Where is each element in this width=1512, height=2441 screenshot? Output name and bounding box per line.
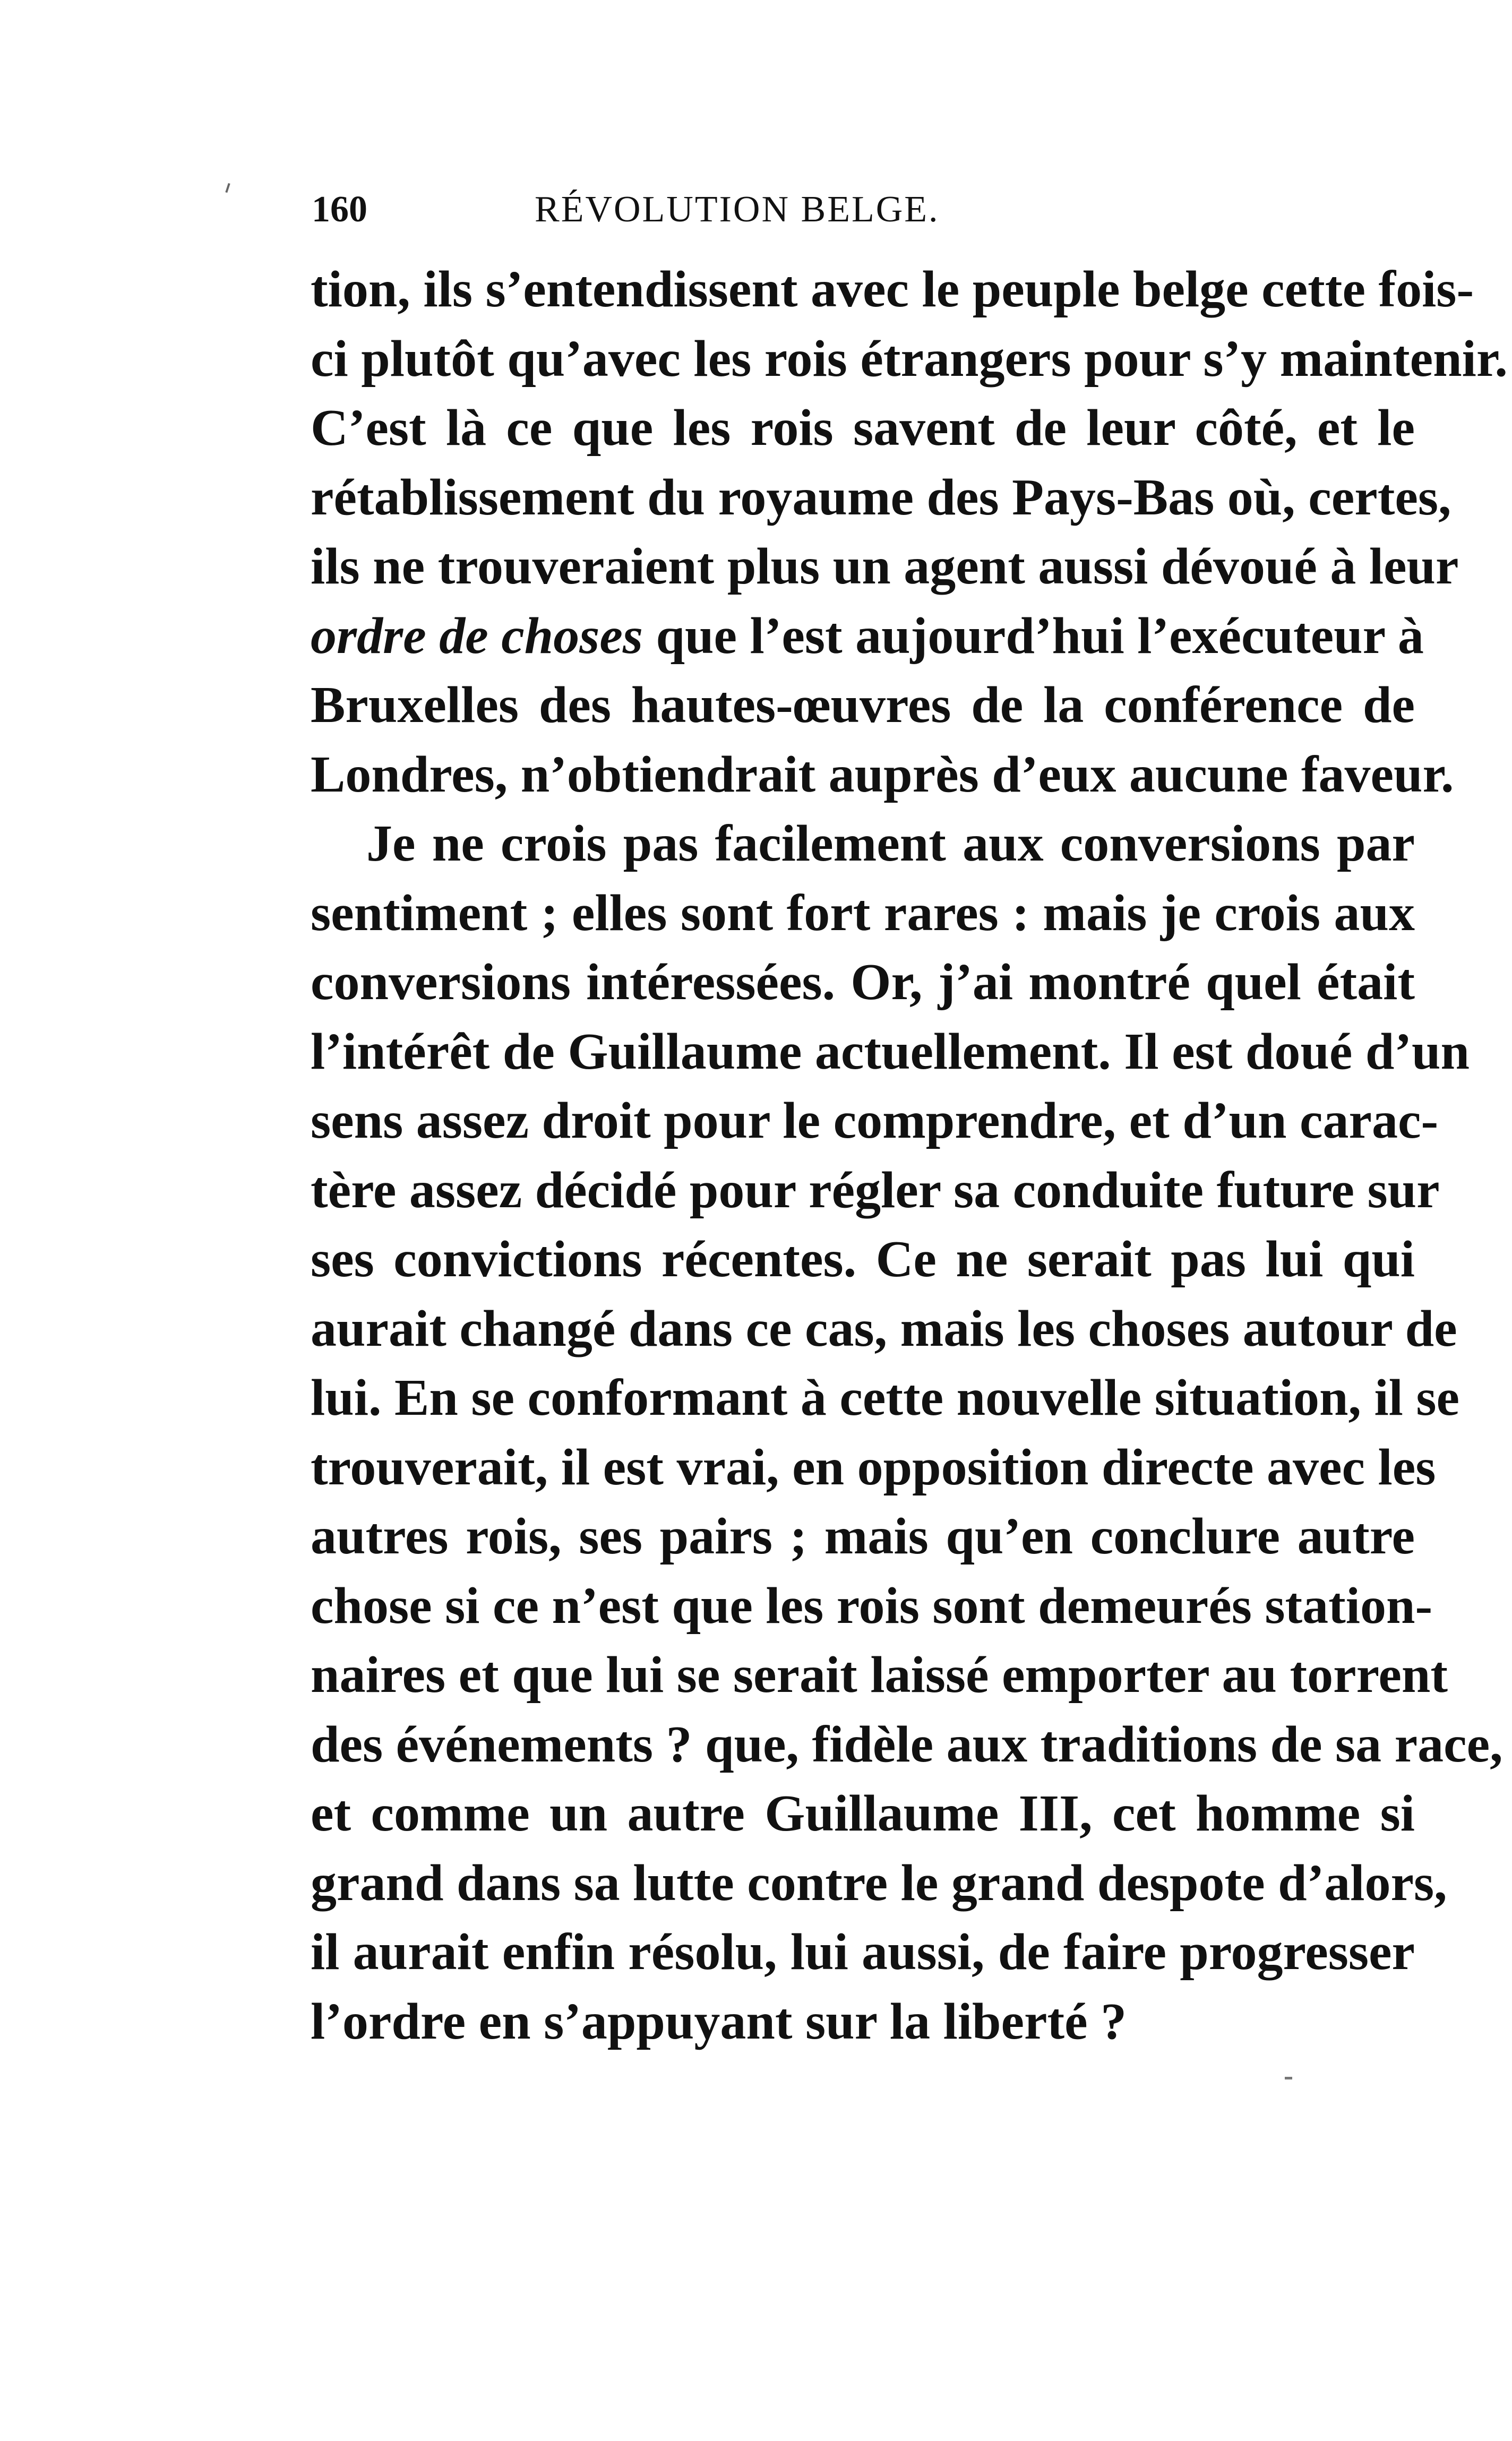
text-line: rétablissement du royaume des Pays-Bas où, certes, bbox=[311, 468, 1451, 526]
text-line: tère assez décidé pour régler sa conduite future sur bbox=[311, 1161, 1440, 1219]
running-title: RÉVOLUTION BELGE. bbox=[535, 189, 940, 230]
print-speck bbox=[1285, 2077, 1292, 2079]
running-header bbox=[312, 181, 1097, 239]
text-line: aurait changé dans ce cas, mais les choses autour de bbox=[311, 1300, 1457, 1357]
text-line: ci plutôt qu’avec les rois étrangers pour s’y maintenir. bbox=[311, 330, 1508, 388]
text-line: Bruxelles des hautes-œuvres de la conférence de bbox=[311, 676, 1415, 734]
text-line: conversions intéressées. Or, j’ai montré quel était bbox=[311, 953, 1415, 1011]
text-segment: que l’est aujourd’hui l’exécuteur à bbox=[643, 607, 1424, 665]
text-line: il aurait enfin résolu, lui aussi, de faire progresser bbox=[311, 1923, 1415, 1981]
page-number: 160 bbox=[312, 189, 367, 230]
emphasized-phrase: ordre de choses bbox=[311, 607, 643, 665]
text-line: ses convictions récentes. Ce ne serait pas lui qui bbox=[311, 1231, 1415, 1288]
text-line: autres rois, ses pairs ; mais qu’en conclure autre bbox=[311, 1508, 1415, 1565]
margin-mark bbox=[225, 183, 230, 193]
text-line: trouverait, il est vrai, en opposition directe avec les bbox=[311, 1438, 1436, 1496]
text-line: tion, ils s’entendissent avec le peuple belge cette fois- bbox=[311, 261, 1474, 318]
text-line: et comme un autre Guillaume III, cet homme si bbox=[311, 1785, 1415, 1842]
text-line: lui. En se conformant à cette nouvelle situation, il se bbox=[311, 1369, 1460, 1426]
text-line: chose si ce n’est que les rois sont demeurés station- bbox=[311, 1577, 1433, 1635]
text-line: des événements ? que, fidèle aux traditions de sa race, bbox=[311, 1715, 1503, 1773]
text-line: naires et que lui se serait laissé emporter au torrent bbox=[311, 1646, 1448, 1704]
text-line: ils ne trouveraient plus un agent aussi dévoué à leur bbox=[311, 538, 1459, 595]
paragraph-last-line: l’ordre en s’appuyant sur la liberté ? bbox=[311, 1992, 1127, 2050]
text-line: grand dans sa lutte contre le grand despote d’alors, bbox=[311, 1854, 1447, 1912]
text-line: Londres, n’obtiendrait auprès d’eux aucune faveur. bbox=[311, 745, 1454, 803]
text-line: sens assez droit pour le comprendre, et d’un carac- bbox=[311, 1092, 1439, 1149]
text-line bbox=[311, 601, 1424, 671]
text-line: l’intérêt de Guillaume actuellement. Il est doué d’un bbox=[311, 1022, 1470, 1080]
body-text bbox=[311, 255, 1508, 2056]
paragraph-first-line: Je ne crois pas facilement aux conversions par bbox=[366, 815, 1415, 872]
text-line: sentiment ; elles sont fort rares : mais je crois aux bbox=[311, 884, 1415, 942]
text-line: C’est là ce que les rois savent de leur côté, et le bbox=[311, 399, 1415, 457]
